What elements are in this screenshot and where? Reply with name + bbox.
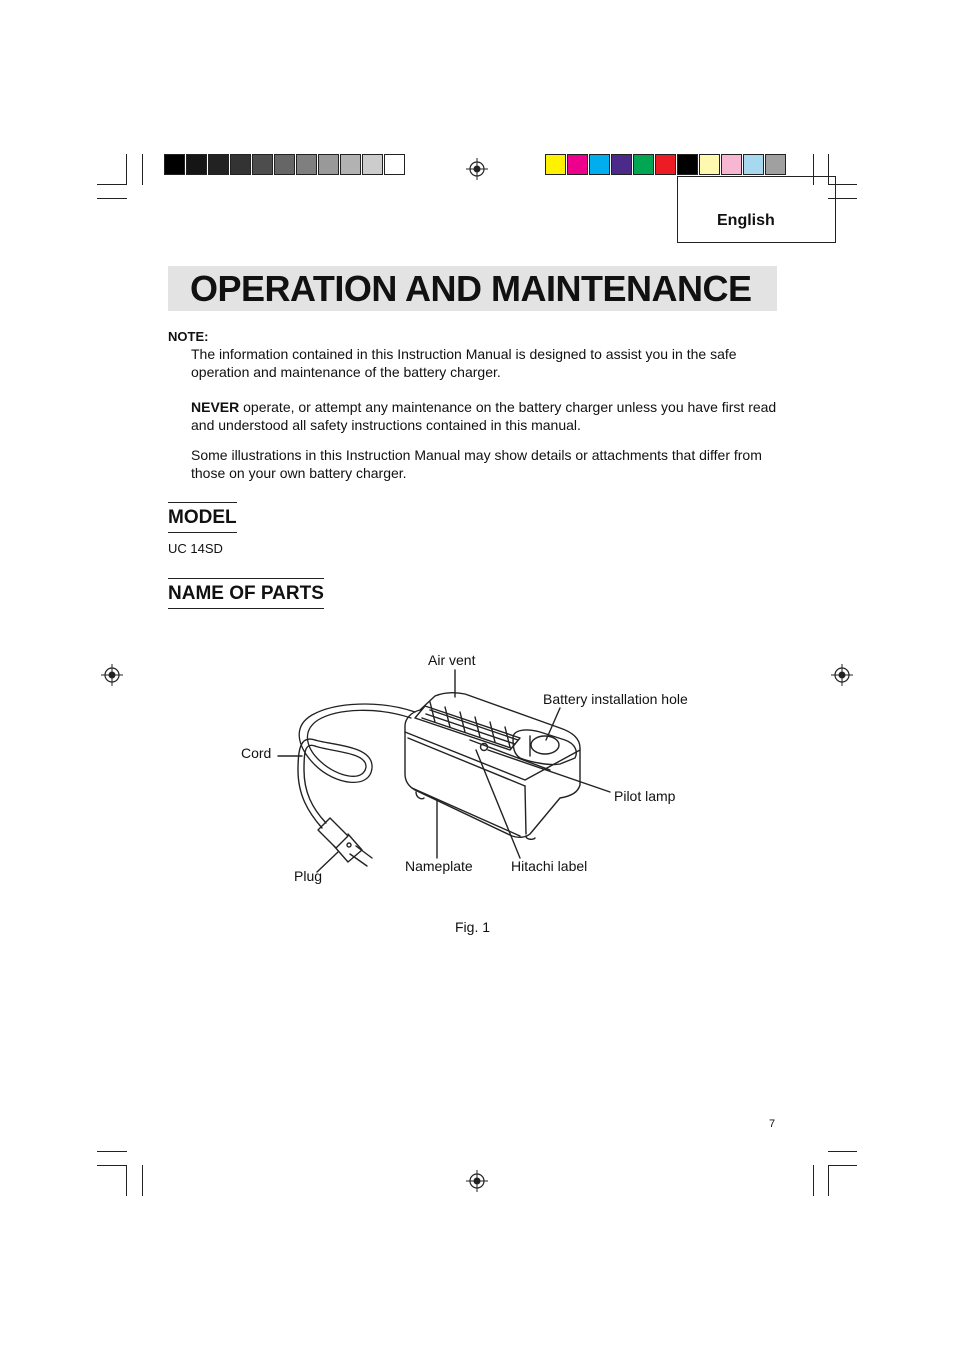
gray-swatch <box>296 154 317 175</box>
crop-mark <box>126 1165 127 1196</box>
air-vent-label: Air vent <box>428 652 476 668</box>
crop-mark <box>828 1151 857 1152</box>
color-swatch <box>611 154 632 175</box>
figure-caption: Fig. 1 <box>455 919 491 935</box>
gray-swatch <box>252 154 273 175</box>
gray-swatch <box>340 154 361 175</box>
gray-swatch <box>186 154 207 175</box>
nameplate-label: Nameplate <box>405 858 473 874</box>
crop-mark <box>828 1165 857 1166</box>
crop-mark <box>97 1165 127 1166</box>
registration-target-icon <box>466 158 488 180</box>
parts-heading: NAME OF PARTS <box>168 578 324 609</box>
color-swatch <box>677 154 698 175</box>
gray-swatch <box>362 154 383 175</box>
gray-swatch <box>230 154 251 175</box>
color-swatch <box>765 154 786 175</box>
color-swatch <box>721 154 742 175</box>
language-label: English <box>717 212 775 229</box>
color-swatch <box>545 154 566 175</box>
language-tab <box>677 176 836 243</box>
crop-mark <box>813 1165 814 1196</box>
note-paragraph-2 <box>191 399 781 434</box>
never-emphasis: NEVER <box>191 399 240 415</box>
color-swatch <box>633 154 654 175</box>
crop-mark <box>97 184 127 185</box>
color-swatch <box>743 154 764 175</box>
model-heading: MODEL <box>168 502 237 533</box>
crop-mark <box>142 154 143 185</box>
hitachi-label-label: Hitachi label <box>511 858 588 874</box>
gray-swatch <box>164 154 185 175</box>
registration-target-icon <box>831 664 853 686</box>
crop-mark <box>97 1151 127 1152</box>
page-title: OPERATION AND MAINTENANCE <box>190 268 752 309</box>
gray-swatch <box>318 154 339 175</box>
crop-mark <box>828 1165 829 1196</box>
gray-swatch <box>384 154 405 175</box>
gray-swatch <box>208 154 229 175</box>
pilot-lamp-label: Pilot lamp <box>614 788 676 804</box>
color-swatch <box>567 154 588 175</box>
crop-mark <box>142 1165 143 1196</box>
crop-mark <box>126 154 127 185</box>
color-swatch <box>589 154 610 175</box>
crop-mark <box>97 198 127 199</box>
registration-target-icon <box>466 1170 488 1192</box>
model-value: UC 14SD <box>168 541 223 556</box>
color-swatch <box>655 154 676 175</box>
note-paragraph-2-text: operate, or attempt any maintenance on the battery charger unless you have first read and understood all safety instructions contained in this manual. <box>191 399 777 433</box>
page-number: 7 <box>769 1118 776 1130</box>
plug-label: Plug <box>294 868 323 884</box>
gray-swatch <box>274 154 295 175</box>
note-paragraph-3: Some illustrations in this Instruction Manual may show details or attachments that differ from those on your own battery charger. <box>191 447 762 481</box>
battery-hole-label: Battery installation hole <box>543 691 688 707</box>
note-label: NOTE: <box>168 329 209 344</box>
note-paragraph-1: The information contained in this Instruction Manual is designed to assist you in the safe operation and maintenance of the battery charger. <box>191 346 737 380</box>
registration-target-icon <box>101 664 123 686</box>
battery-charger-illustration <box>230 640 730 900</box>
color-swatch <box>699 154 720 175</box>
cord-label: Cord <box>241 745 272 761</box>
